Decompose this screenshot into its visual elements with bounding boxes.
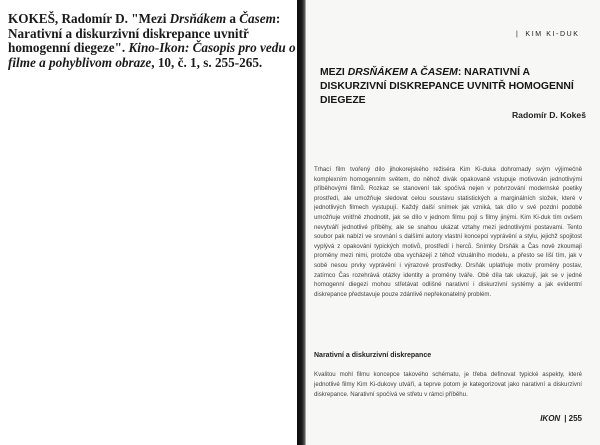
body-paragraph-1: Trhací film tvořený dílo jihokorejského režiséra Kim Ki-duka dohromady svým výjimečně komplexním homogenním světem, do něhož divák opakovaně vstupuje motivován jednotlivými příběhovými filmů. Rozkaz se stanovení tak spočívá nejen v potvrzování modernské poetiky prostředí, ale umožňuje sledovat celou soustavu statistických a marginálních složek, které v jednotlivých filmech vystupují. Každý další snímek jak vzniká, tak dílo v své pozdní podobě umožňuje vnitřně zhodnotit, jak se dílo v jednom filmu pojí s filmy jinými. Kim Ki-duk tím ovšem nevytváří jednotlivé příběhy, ale se snahou ukázat vztahy mezi jednotlivými postavami. Tento soubor pak nabízí ve srovnání s dalšími autory vlastní koncepci vyprávění a stylu, jejichž spojitost vyplývá z opakování typických motivů, prostředí i herců. Snímky Drsňák a Čas nově zkoumají proměny mezi nimi, protože oba vycházejí z téhož vizuálního modelu, a přesto se liší tím, jak v sobě nesou prvky vyprávění i výrazové prostředky. Drsňák uplatňuje motiv proměny postav, zatímco Čas rozehrává otázky identity a proměny tváře. Obě díla tak ukazují, jak se v jedné homogenní diegezi mohou střetávat odlišné narativní i diskurzivní systémy a jak evidentní diskrepance představuje pouze zdánlivě nepřekonatelný problém. bbox=[314, 166, 582, 298]
article-title-part-2: A bbox=[407, 67, 421, 78]
body-paragraph-2: Kvalitou mohl filmu koncepce takového schématu, je třeba definovat typické aspekty, které jednotlivé filmy Kim Ki-dukovy utváří, a teprve potom je kategorizovat jako narativní a diskurzivní diskrepance. Narativní spočívá ve střetu v rámci příběhu. bbox=[314, 371, 582, 398]
citation-suffix: : Narativní a diskurzivní diskrepance uvnitř homogenní diegeze". bbox=[8, 11, 281, 56]
footer-page-number: | 255 bbox=[564, 414, 582, 423]
scan-binding-edge bbox=[297, 0, 306, 445]
running-head bbox=[516, 31, 580, 38]
citation-title-italic-1: Drsňákem bbox=[169, 11, 227, 26]
article-title-part-3: : NARATIVNÍ A DISKURZIVNÍ DISKREPANCE UVNITŘ HOMOGENNÍ DIEGEZE bbox=[320, 67, 574, 106]
page-footer bbox=[540, 414, 582, 423]
section-heading: Narativní a diskurzivní diskrepance bbox=[314, 352, 432, 359]
article-title bbox=[320, 66, 590, 108]
running-head-label: KIM KI-DUK bbox=[525, 31, 580, 38]
citation-volume: , 10, č. 1, s. 255-265. bbox=[151, 54, 263, 70]
citation-mid: a bbox=[226, 11, 240, 26]
citation-journal: Kino-Ikon: Časopis pro vedu o filme a pohyblivom obraze bbox=[8, 40, 296, 70]
article-title-part-1: MEZI bbox=[320, 67, 348, 78]
citation-prefix: KOKEŠ, Radomír D. "Mezi bbox=[8, 11, 170, 26]
article-title-italic-2: ČASEM bbox=[420, 67, 458, 78]
running-head-divider: | bbox=[516, 31, 520, 38]
citation-block bbox=[8, 12, 298, 70]
footer-journal: IKON bbox=[540, 414, 561, 423]
article-author: Radomír D. Kokeš bbox=[511, 110, 586, 120]
citation-title-italic-2: Časem bbox=[239, 11, 276, 26]
article-title-italic-1: DRSŇÁKEM bbox=[347, 67, 408, 78]
